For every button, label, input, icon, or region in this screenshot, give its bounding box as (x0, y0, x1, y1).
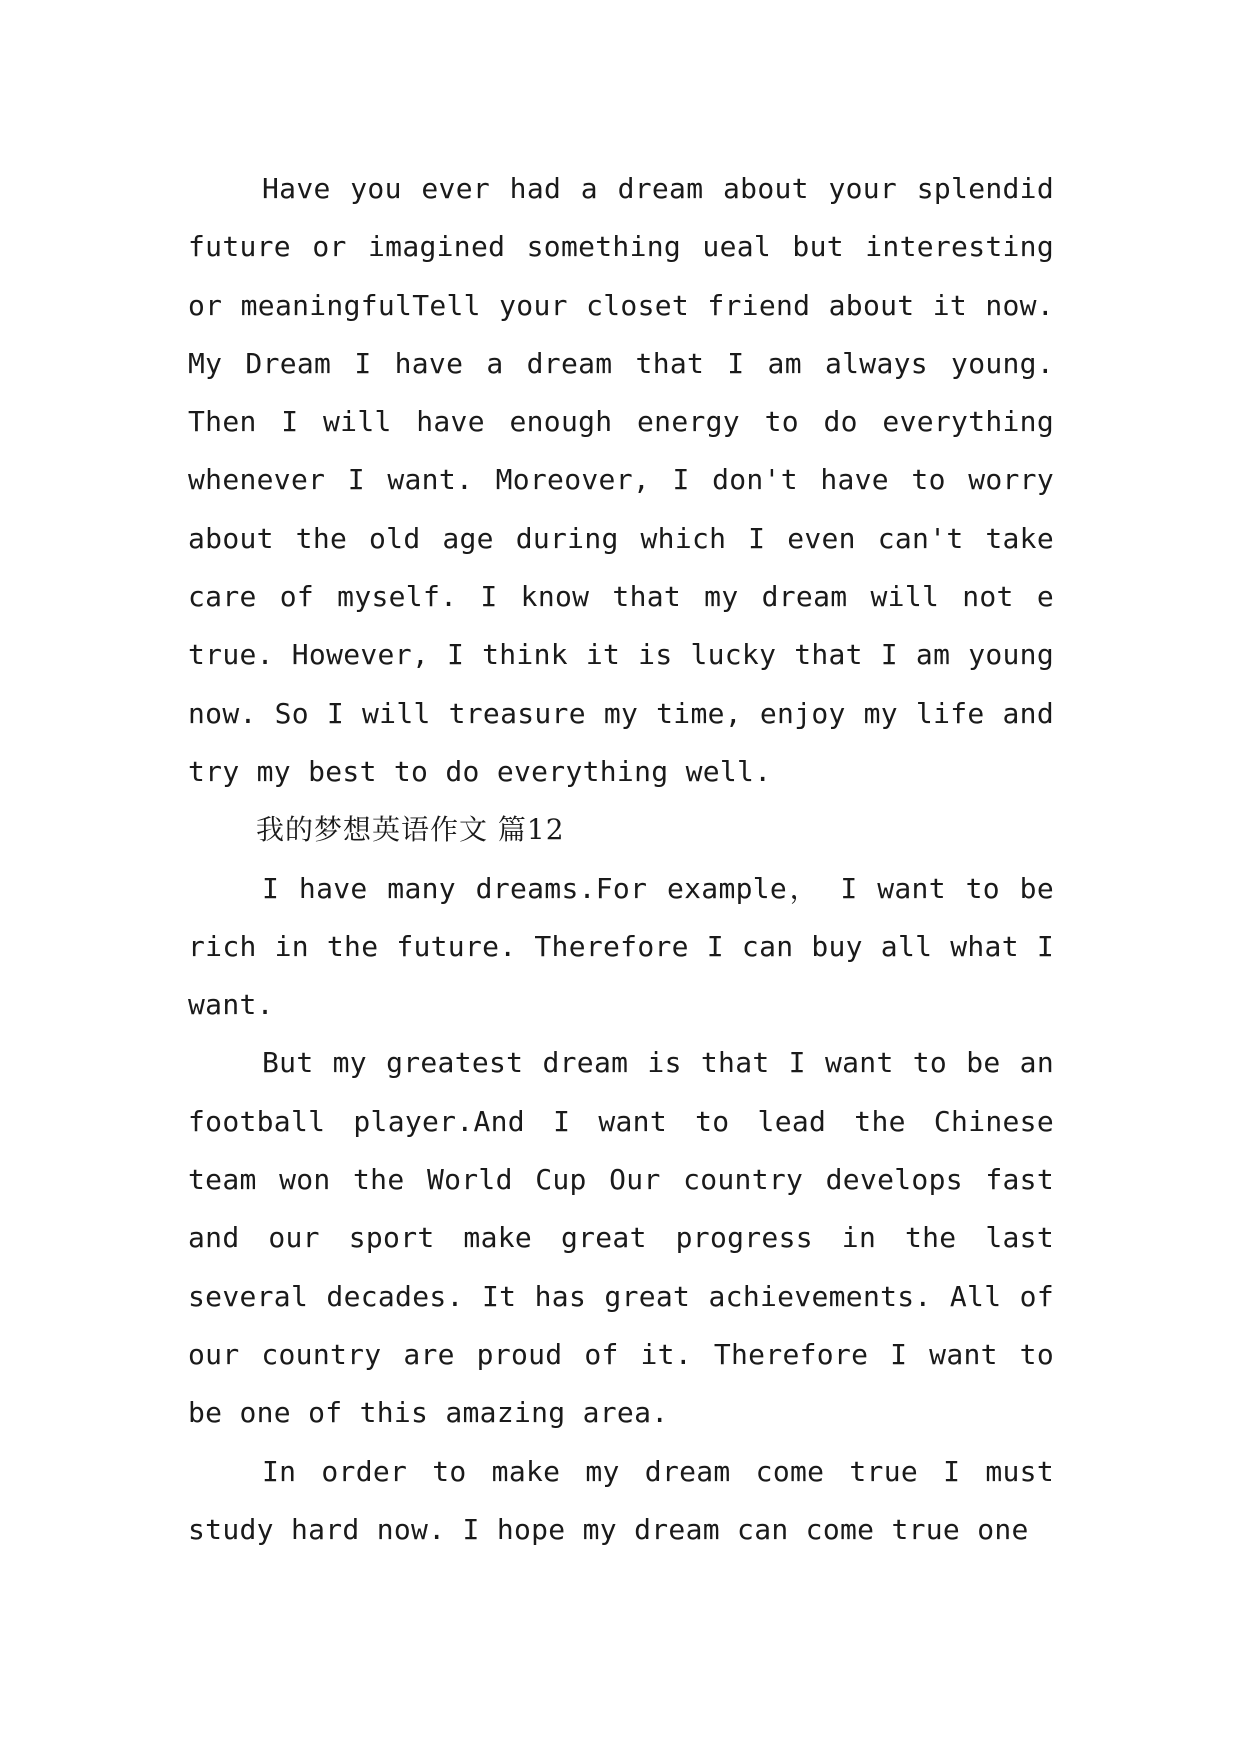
paragraph-football-dream: But my greatest dream is that I want to be an football player.And I want to lead the Chinese team won the World Cup Our country develops fast and our sport make great progress in the last several decades. It has great achievements. All of our country are proud of it. Therefore I want to be one of this amazing area. (188, 1046, 1054, 1430)
document-body (188, 160, 1054, 1559)
paragraph-many-dreams: I have many dreams.For example， I want to be rich in the future. Therefore I can buy all what I want. (188, 871, 1054, 1022)
section-heading: 我的梦想英语作文 篇12 (256, 813, 565, 847)
paragraph-study-hard: In order to make my dream come true I must study hard now. I hope my dream can come true one (188, 1454, 1054, 1546)
paragraph-dream-intro: Have you ever had a dream about your splendid future or imagined something ueal but interesting or meaningfulTell your closet friend about it now. My Dream I have a dream that I am always young. Then I will have enough energy to do everything whenever I want. Moreover, I don't have to worry about the old age during which I even can't take care of myself. I know that my dream will not e true. However, I think it is lucky that I am young now. So I will treasure my time, enjoy my life and try my best to do everything well. (188, 172, 1054, 788)
